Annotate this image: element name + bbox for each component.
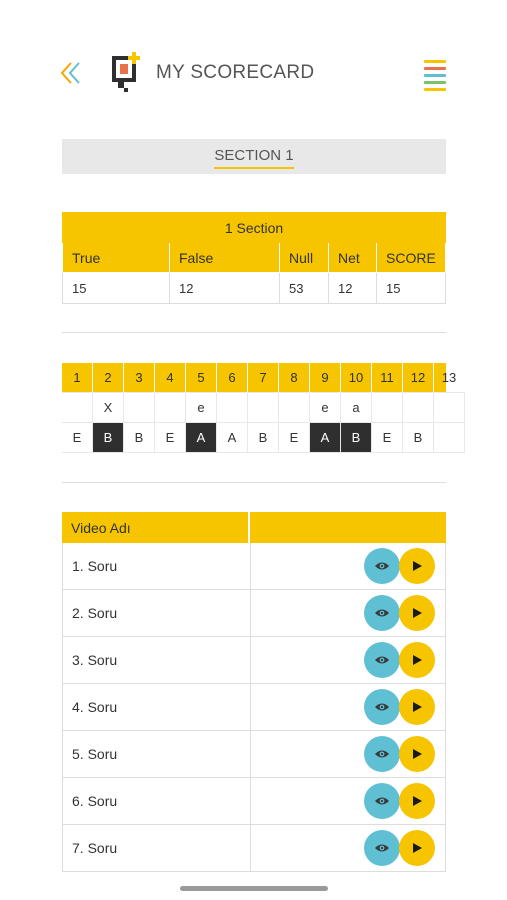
view-button[interactable] <box>364 830 400 866</box>
view-button[interactable] <box>364 783 400 819</box>
correct-answer: B <box>124 423 155 453</box>
play-icon <box>411 560 423 572</box>
play-button[interactable] <box>399 642 435 678</box>
menu-line <box>424 88 446 91</box>
video-name: 2. Soru <box>63 590 251 636</box>
play-button[interactable] <box>399 595 435 631</box>
correct-answer: B <box>341 423 372 453</box>
correct-answer-row <box>62 423 446 453</box>
app-header <box>0 0 507 150</box>
summary-value-null: 53 <box>280 273 329 304</box>
play-icon <box>411 842 423 854</box>
marked-answer: a <box>341 393 372 423</box>
summary-value-false: 12 <box>170 273 280 304</box>
play-icon <box>411 654 423 666</box>
marked-answer <box>279 393 310 423</box>
eye-icon <box>374 842 390 854</box>
question-number-row <box>62 363 457 393</box>
answer-grid[interactable] <box>62 363 457 455</box>
question-number: 9 <box>310 363 341 393</box>
marked-answer <box>403 393 434 423</box>
menu-button[interactable] <box>424 60 448 86</box>
eye-icon <box>374 795 390 807</box>
question-number: 1 <box>62 363 93 393</box>
correct-answer: B <box>403 423 434 453</box>
video-row <box>62 778 446 825</box>
video-row <box>62 684 446 731</box>
eye-icon <box>374 748 390 760</box>
summary-header-score: SCORE <box>377 243 446 273</box>
correct-answer <box>434 423 465 453</box>
play-button[interactable] <box>399 548 435 584</box>
section-label: SECTION 1 <box>214 147 293 167</box>
question-number: 12 <box>403 363 434 393</box>
menu-line <box>424 67 446 70</box>
summary-caption: 1 Section <box>63 213 446 243</box>
divider <box>62 482 446 483</box>
divider <box>62 332 446 333</box>
marked-answer: e <box>186 393 217 423</box>
marked-answer <box>248 393 279 423</box>
menu-line <box>424 60 446 63</box>
view-button[interactable] <box>364 736 400 772</box>
summary-header-null: Null <box>280 243 329 273</box>
video-name: 7. Soru <box>63 825 251 871</box>
eye-icon <box>374 701 390 713</box>
question-number: 3 <box>124 363 155 393</box>
play-button[interactable] <box>399 736 435 772</box>
summary-value-net: 12 <box>329 273 377 304</box>
video-name: 3. Soru <box>63 637 251 683</box>
view-button[interactable] <box>364 595 400 631</box>
correct-answer: A <box>310 423 341 453</box>
video-name: 5. Soru <box>63 731 251 777</box>
marked-answer <box>434 393 465 423</box>
video-table-header <box>62 512 446 543</box>
summary-header-true: True <box>63 243 170 273</box>
marked-answer-row <box>62 393 446 423</box>
marked-answer <box>62 393 93 423</box>
question-number: 10 <box>341 363 372 393</box>
video-name: 6. Soru <box>63 778 251 824</box>
marked-answer: X <box>93 393 124 423</box>
eye-icon <box>374 654 390 666</box>
question-number: 2 <box>93 363 124 393</box>
correct-answer: A <box>186 423 217 453</box>
summary-value-true: 15 <box>63 273 170 304</box>
correct-answer: B <box>248 423 279 453</box>
question-number: 6 <box>217 363 248 393</box>
video-row <box>62 637 446 684</box>
view-button[interactable] <box>364 689 400 725</box>
play-icon <box>411 701 423 713</box>
summary-header-net: Net <box>329 243 377 273</box>
video-name-header: Video Adı <box>62 512 250 543</box>
video-row <box>62 825 446 872</box>
question-number: 5 <box>186 363 217 393</box>
play-button[interactable] <box>399 689 435 725</box>
question-number: 13 <box>434 363 465 393</box>
home-indicator[interactable] <box>180 886 328 891</box>
marked-answer <box>217 393 248 423</box>
video-row <box>62 543 446 590</box>
marked-answer <box>372 393 403 423</box>
video-row <box>62 590 446 637</box>
menu-line <box>424 81 446 84</box>
marked-answer: e <box>310 393 341 423</box>
correct-answer: E <box>155 423 186 453</box>
menu-line <box>424 74 446 77</box>
section-selector[interactable] <box>62 139 446 174</box>
video-table <box>62 512 446 872</box>
eye-icon <box>374 560 390 572</box>
correct-answer: A <box>217 423 248 453</box>
question-number: 4 <box>155 363 186 393</box>
correct-answer: E <box>279 423 310 453</box>
play-icon <box>411 748 423 760</box>
view-button[interactable] <box>364 642 400 678</box>
summary-header-false: False <box>170 243 280 273</box>
back-button[interactable] <box>58 60 84 86</box>
video-name: 1. Soru <box>63 543 251 589</box>
play-button[interactable] <box>399 783 435 819</box>
summary-value-score: 15 <box>377 273 446 304</box>
page-title: MY SCORECARD <box>156 62 315 83</box>
summary-table <box>62 212 446 304</box>
view-button[interactable] <box>364 548 400 584</box>
correct-answer: E <box>62 423 93 453</box>
double-chevron-left-icon <box>58 60 84 86</box>
play-button[interactable] <box>399 830 435 866</box>
correct-answer: E <box>372 423 403 453</box>
question-number: 8 <box>279 363 310 393</box>
app-logo <box>112 52 144 92</box>
question-number: 11 <box>372 363 403 393</box>
marked-answer <box>124 393 155 423</box>
play-icon <box>411 795 423 807</box>
eye-icon <box>374 607 390 619</box>
correct-answer: B <box>93 423 124 453</box>
video-name: 4. Soru <box>63 684 251 730</box>
marked-answer <box>155 393 186 423</box>
play-icon <box>411 607 423 619</box>
video-row <box>62 731 446 778</box>
question-number: 7 <box>248 363 279 393</box>
